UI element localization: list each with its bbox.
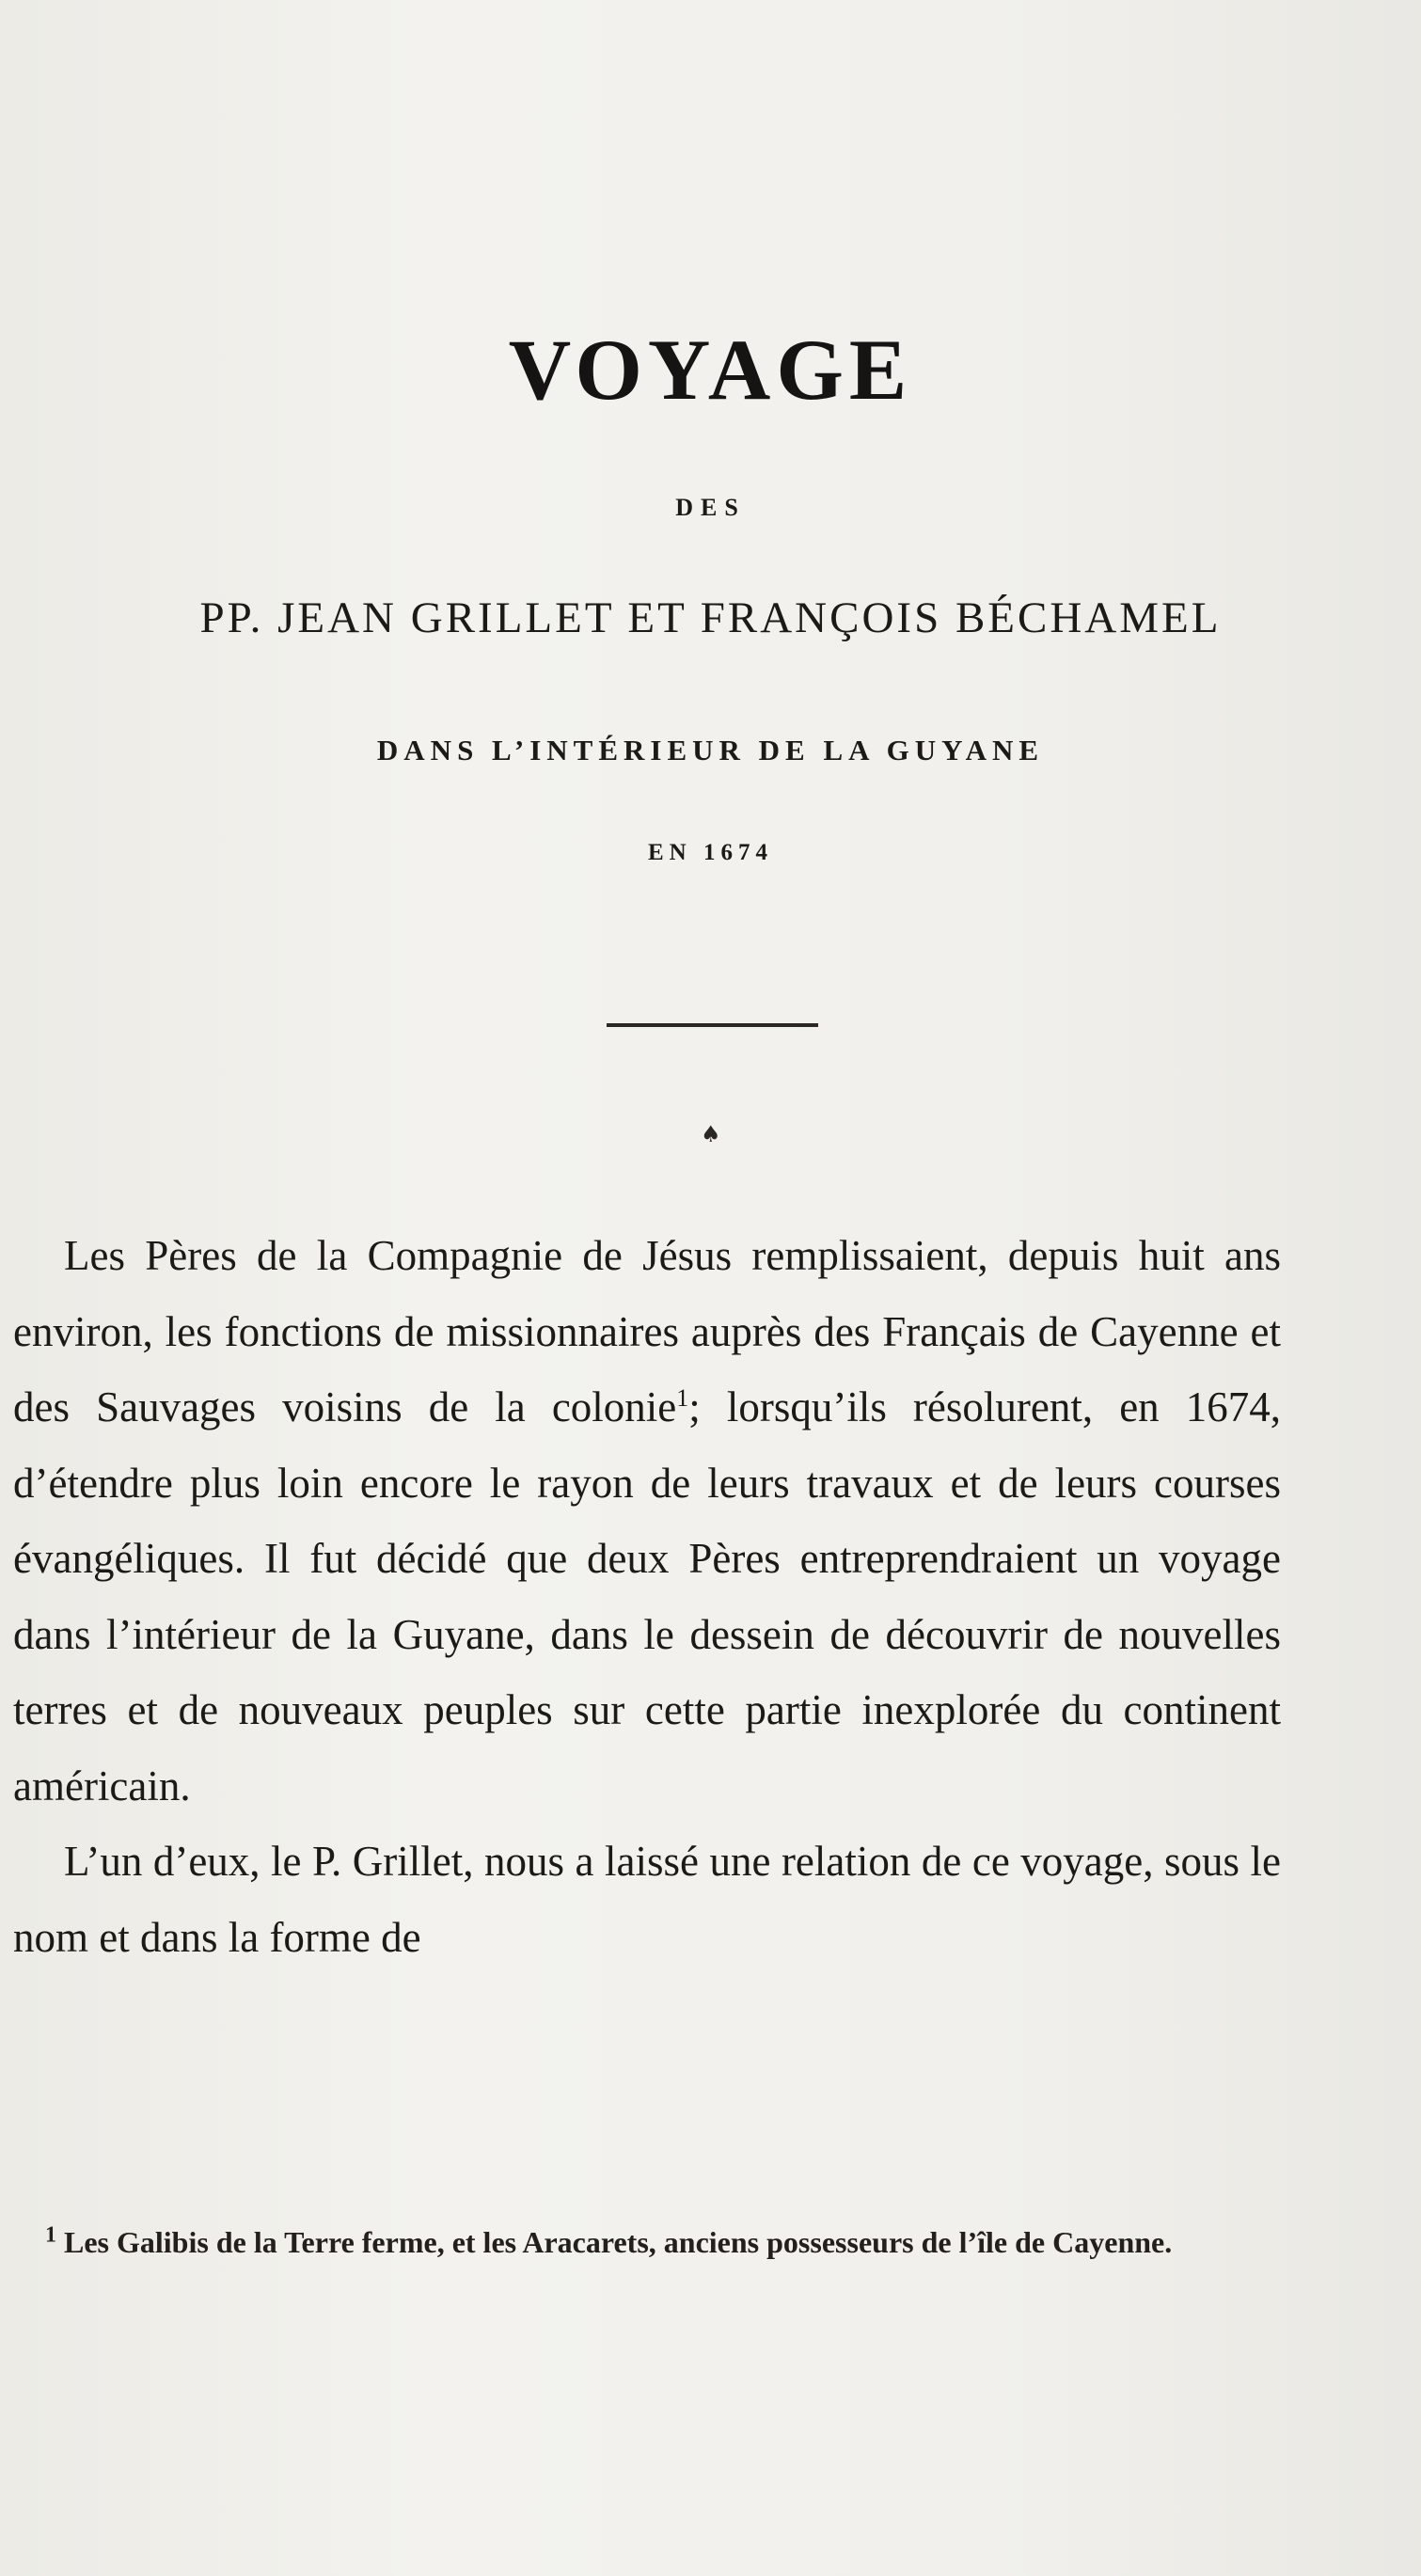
footnote xyxy=(13,2218,1281,2267)
subtitle-year: EN 1674 xyxy=(648,840,773,865)
footnote-text: Les Galibis de la Terre ferme, et les Aracarets, anciens possesseurs de l’île de Cayenne. xyxy=(56,2225,1173,2259)
title-connector: DES xyxy=(675,494,746,521)
paragraph-1 xyxy=(13,1218,1281,1824)
chapter-title: VOYAGE xyxy=(508,322,913,418)
paragraph-1-part-b: ; lorsqu’ils résolurent, en 1674, d’étendre plus loin encore le rayon de leurs travaux et de leurs courses évangéliques. Il fut décidé que deux Pères entreprendraient un voyage dans l’intérieur de la Guyane, dans le dessein de découvrir de nouvelles terres et de nouveaux peuples sur cette partie inexplorée du continent américain. xyxy=(13,1383,1281,1810)
subtitle-names: PP. JEAN GRILLET ET FRANÇOIS BÉCHAMEL xyxy=(199,593,1222,642)
footnote-number: 1 xyxy=(45,2222,56,2248)
paragraph-2: L’un d’eux, le P. Grillet, nous a laissé une relation de ce voyage, sous le nom et dans la forme de xyxy=(13,1838,1281,1961)
section-rule xyxy=(607,1023,818,1027)
ornament-mark: ♠ xyxy=(701,1121,721,1147)
subtitle-location: DANS L’INTÉRIEUR DE LA GUYANE xyxy=(376,734,1045,766)
body-text xyxy=(13,1218,1281,1975)
paragraph-1-part-a: Les Pères de la Compagnie de Jésus remplissaient, depuis huit ans environ, les fonctions de missionnaires auprès des Français de Cayenne et des Sauvages voisins de la colonie xyxy=(13,1232,1281,1430)
footnote-reference: 1 xyxy=(676,1384,689,1412)
